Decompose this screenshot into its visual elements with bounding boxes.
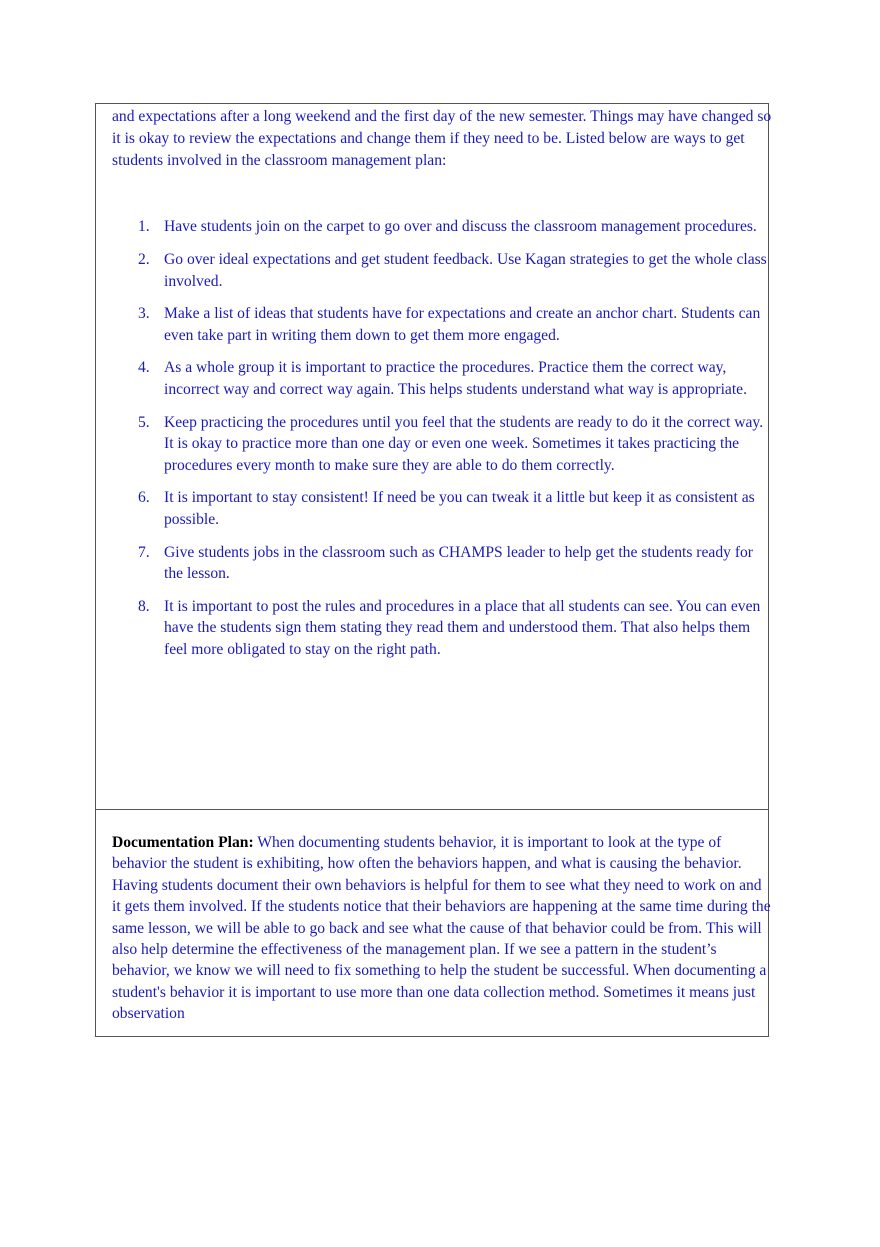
procedure-text: It is important to stay consistent! If need be you can tweak it a little but keep it as consistent as possible.: [164, 489, 755, 528]
documentation-cell: [96, 810, 771, 1036]
procedures-list: [112, 216, 768, 660]
procedure-item: [112, 357, 774, 400]
procedure-item: [112, 542, 774, 585]
procedure-item: [112, 412, 774, 477]
documentation-paragraph: [112, 832, 772, 1025]
procedure-number: 3.: [138, 305, 150, 323]
procedure-text: Make a list of ideas that students have for expectations and create an anchor chart. Students can even take part in writing them down to get them more engaged.: [164, 305, 761, 344]
documentation-label: Documentation Plan:: [112, 834, 254, 851]
procedure-number: 6.: [138, 489, 150, 507]
procedure-item: [112, 487, 774, 530]
procedure-number: 2.: [138, 250, 150, 268]
procedure-number: 1.: [138, 218, 150, 236]
document-table: [95, 103, 772, 1037]
intro-paragraph: and expectations after a long weekend and the first day of the new semester. Things may have changed so it is okay to review the expectations and change them if they need to be. Listed below are ways to get students involved in the classroom management plan:: [112, 108, 772, 169]
procedure-text: Go over ideal expectations and get student feedback. Use Kagan strategies to get the whole class involved.: [164, 250, 767, 290]
procedure-number: 4.: [138, 359, 150, 377]
procedure-text: As a whole group it is important to practice the procedures. Practice them the correct way, incorrect way and correct way again. This helps students understand what way is appropriate.: [164, 359, 747, 398]
procedures-cell: [96, 104, 772, 810]
procedure-text: Have students join on the carpet to go over and discuss the classroom management procedures.: [164, 218, 757, 236]
procedure-item: [112, 303, 774, 346]
procedure-item: [112, 249, 774, 292]
procedure-number: 5.: [138, 413, 150, 431]
procedure-item: [112, 216, 774, 238]
procedure-number: 7.: [138, 543, 150, 561]
procedure-item: [112, 596, 774, 661]
procedure-text: Give students jobs in the classroom such as CHAMPS leader to help get the students ready for the lesson.: [164, 543, 753, 583]
procedure-text: It is important to post the rules and procedures in a place that all students can see. You can even have the students sign them stating they read them and understood them. That also helps them feel more obligated to stay on the right path.: [164, 597, 761, 658]
procedure-number: 8.: [138, 597, 150, 615]
procedure-text: Keep practicing the procedures until you feel that the students are ready to do it the correct way. It is okay to practice more than one day or even one week. Sometimes it takes practicing the procedures every month to make sure they are able to do them correctly.: [164, 413, 764, 474]
documentation-text: When documenting students behavior, it is important to look at the type of behavior the student is exhibiting, how often the behaviors happen, and what is causing the behavior. Having students document their own behaviors is helpful for them to see what they need to work on and it gets them involved. If the students notice that their behaviors are happening at the same time during the same lesson, we will be able to go back and see what the cause of that behavior could be from. This will also help determine the effectiveness of the management plan. If we see a pattern in the student’s behavior, we know we will need to fix something to help the student be successful. When documenting a student's behavior it is important to use more than one data collection method. Sometimes it means just observation: [112, 834, 771, 1023]
